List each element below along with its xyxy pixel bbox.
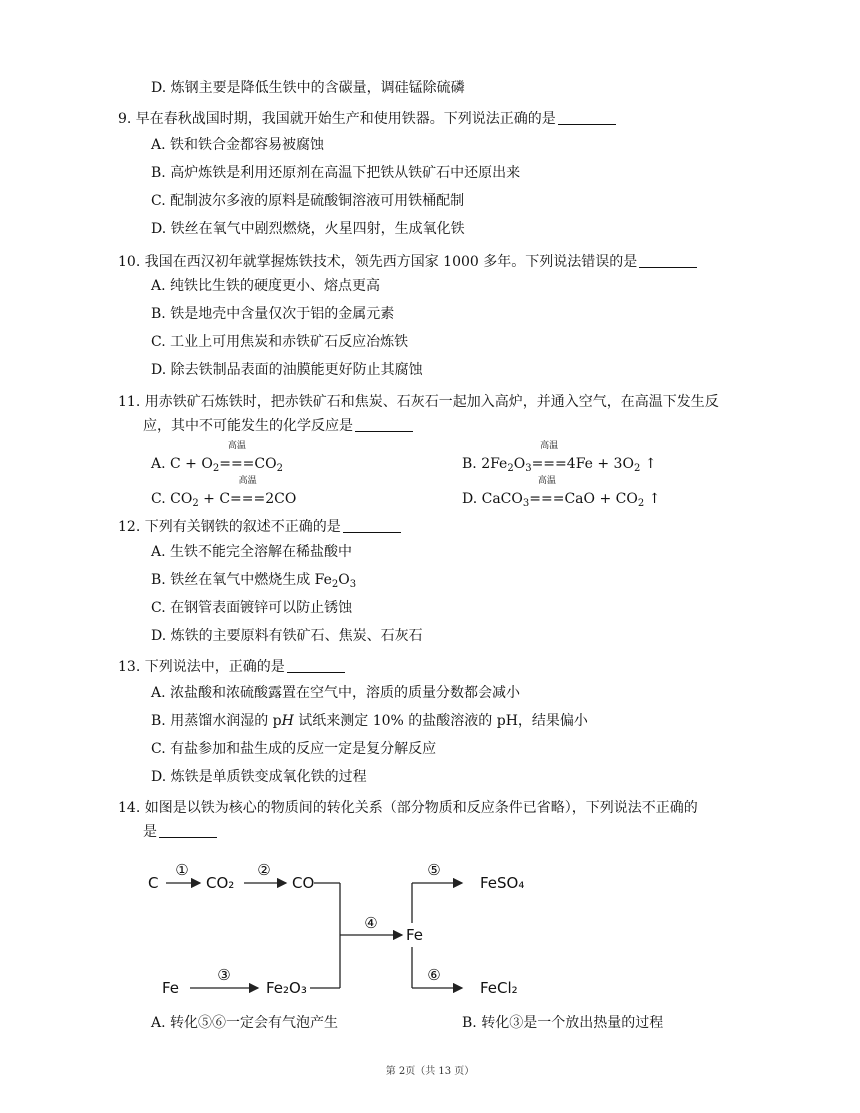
q14-option-b: B. 转化③是一个放出热量的过程 bbox=[462, 1015, 664, 1031]
q13-option-d: D. 炼铁是单质铁变成氧化铁的过程 bbox=[151, 769, 367, 785]
q13-option-b: B. 用蒸馏水润湿的 pH 试纸来测定 10% 的盐酸溶液的 pH，结果偏小 bbox=[151, 713, 588, 729]
q13-option-a: A. 浓盐酸和浓硫酸露置在空气中，溶质的质量分数都会减小 bbox=[151, 685, 521, 701]
q12-stem: 12. 下列有关钢铁的叙述不正确的是 bbox=[118, 517, 401, 537]
node-fe2o3: Fe₂O₃ bbox=[266, 979, 307, 997]
answer-blank bbox=[287, 658, 345, 673]
step-6: ⑥ bbox=[427, 966, 441, 984]
node-c: C bbox=[148, 874, 159, 892]
answer-blank bbox=[343, 518, 401, 533]
node-fecl2: FeCl₂ bbox=[480, 979, 518, 997]
q10-option-c: C. 工业上可用焦炭和赤铁矿石反应冶炼铁 bbox=[151, 334, 409, 350]
q10-option-b: B. 铁是地壳中含量仅次于铝的金属元素 bbox=[151, 306, 395, 322]
node-co2: CO₂ bbox=[206, 874, 235, 892]
q10-option-a: A. 纯铁比生铁的硬度更小、熔点更高 bbox=[151, 278, 381, 294]
step-2: ② bbox=[257, 861, 271, 879]
condition-label: 高温 bbox=[227, 441, 246, 451]
q10-option-d: D. 除去铁制品表面的油膜能更好防止其腐蚀 bbox=[151, 362, 423, 378]
q8-option-d: D. 炼钢主要是降低生铁中的含碳量，调硅锰除硫磷 bbox=[151, 80, 465, 96]
condition-label: 高温 bbox=[537, 476, 556, 486]
q12-option-d: D. 炼铁的主要原料有铁矿石、焦炭、石灰石 bbox=[151, 628, 423, 644]
node-feso4: FeSO₄ bbox=[480, 874, 525, 892]
answer-blank bbox=[159, 823, 217, 838]
q11-option-b: B. $2Fe_2O_3$ 高温 $===4Fe + 3O_2$ ↑ bbox=[462, 441, 657, 474]
q12-option-a: A. 生铁不能完全溶解在稀盐酸中 bbox=[151, 544, 353, 560]
q11-stem-line2: 应，其中不可能发生的化学反应是 bbox=[143, 416, 413, 436]
q14-option-a: A. 转化⑤⑥一定会有气泡产生 bbox=[151, 1015, 339, 1031]
page-footer: 第 2页（共 13 页） bbox=[385, 1066, 475, 1077]
answer-blank bbox=[558, 110, 616, 125]
condition-label: 高温 bbox=[238, 476, 257, 486]
q11-option-c: C. $CO_2 + C$ 高温 ===2CO bbox=[151, 476, 297, 509]
q10-stem: 10. 我国在西汉初年就掌握炼铁技术，领先西方国家 1000 多年。下列说法错误的是 bbox=[118, 252, 697, 272]
node-fe-center: Fe bbox=[406, 926, 424, 944]
q13-option-c: C. 有盐参加和盐生成的反应一定是复分解反应 bbox=[151, 741, 437, 757]
q9-option-b: B. 高炉炼铁是利用还原剂在高温下把铁从铁矿石中还原出来 bbox=[151, 165, 521, 181]
conversion-diagram bbox=[140, 850, 540, 1010]
q9-option-d: D. 铁丝在氧气中剧烈燃烧，火星四射，生成氧化铁 bbox=[151, 221, 465, 237]
node-co: CO bbox=[292, 874, 315, 892]
step-1: ① bbox=[175, 861, 189, 879]
q11-option-a: A. $C + O_2$ 高温 $===CO_2$ bbox=[151, 441, 283, 474]
q9-option-c: C. 配制波尔多液的原料是硫酸铜溶液可用铁桶配制 bbox=[151, 193, 465, 209]
q14-stem-line1: 14. 如图是以铁为核心的物质间的转化关系（部分物质和反应条件已省略），下列说法不正确的 bbox=[118, 800, 698, 816]
step-3: ③ bbox=[217, 966, 231, 984]
q13-stem: 13. 下列说法中，正确的是 bbox=[118, 657, 345, 677]
q9-stem: 9. 早在春秋战国时期，我国就开始生产和使用铁器。下列说法正确的是 bbox=[118, 109, 616, 129]
q12-option-c: C. 在钢管表面镀锌可以防止锈蚀 bbox=[151, 600, 353, 616]
step-4: ④ bbox=[364, 914, 378, 932]
q11-stem-line1: 11. 用赤铁矿石炼铁时，把赤铁矿石和焦炭、石灰石一起加入高炉，并通入空气，在高温下发生反 bbox=[118, 394, 719, 410]
step-5: ⑤ bbox=[427, 861, 441, 879]
node-fe-start: Fe bbox=[162, 979, 180, 997]
q14-stem-line2: 是 bbox=[143, 822, 217, 842]
condition-label: 高温 bbox=[540, 441, 559, 451]
q9-option-a: A. 铁和铁合金都容易被腐蚀 bbox=[151, 137, 325, 153]
q12-option-b: B. 铁丝在氧气中燃烧生成 $Fe_2O_3$ bbox=[151, 572, 357, 590]
q11-option-d: D. CaCO$_3$ 高温 $===CaO + CO_2$ ↑ bbox=[462, 476, 661, 509]
answer-blank bbox=[639, 253, 697, 268]
answer-blank bbox=[355, 417, 413, 432]
